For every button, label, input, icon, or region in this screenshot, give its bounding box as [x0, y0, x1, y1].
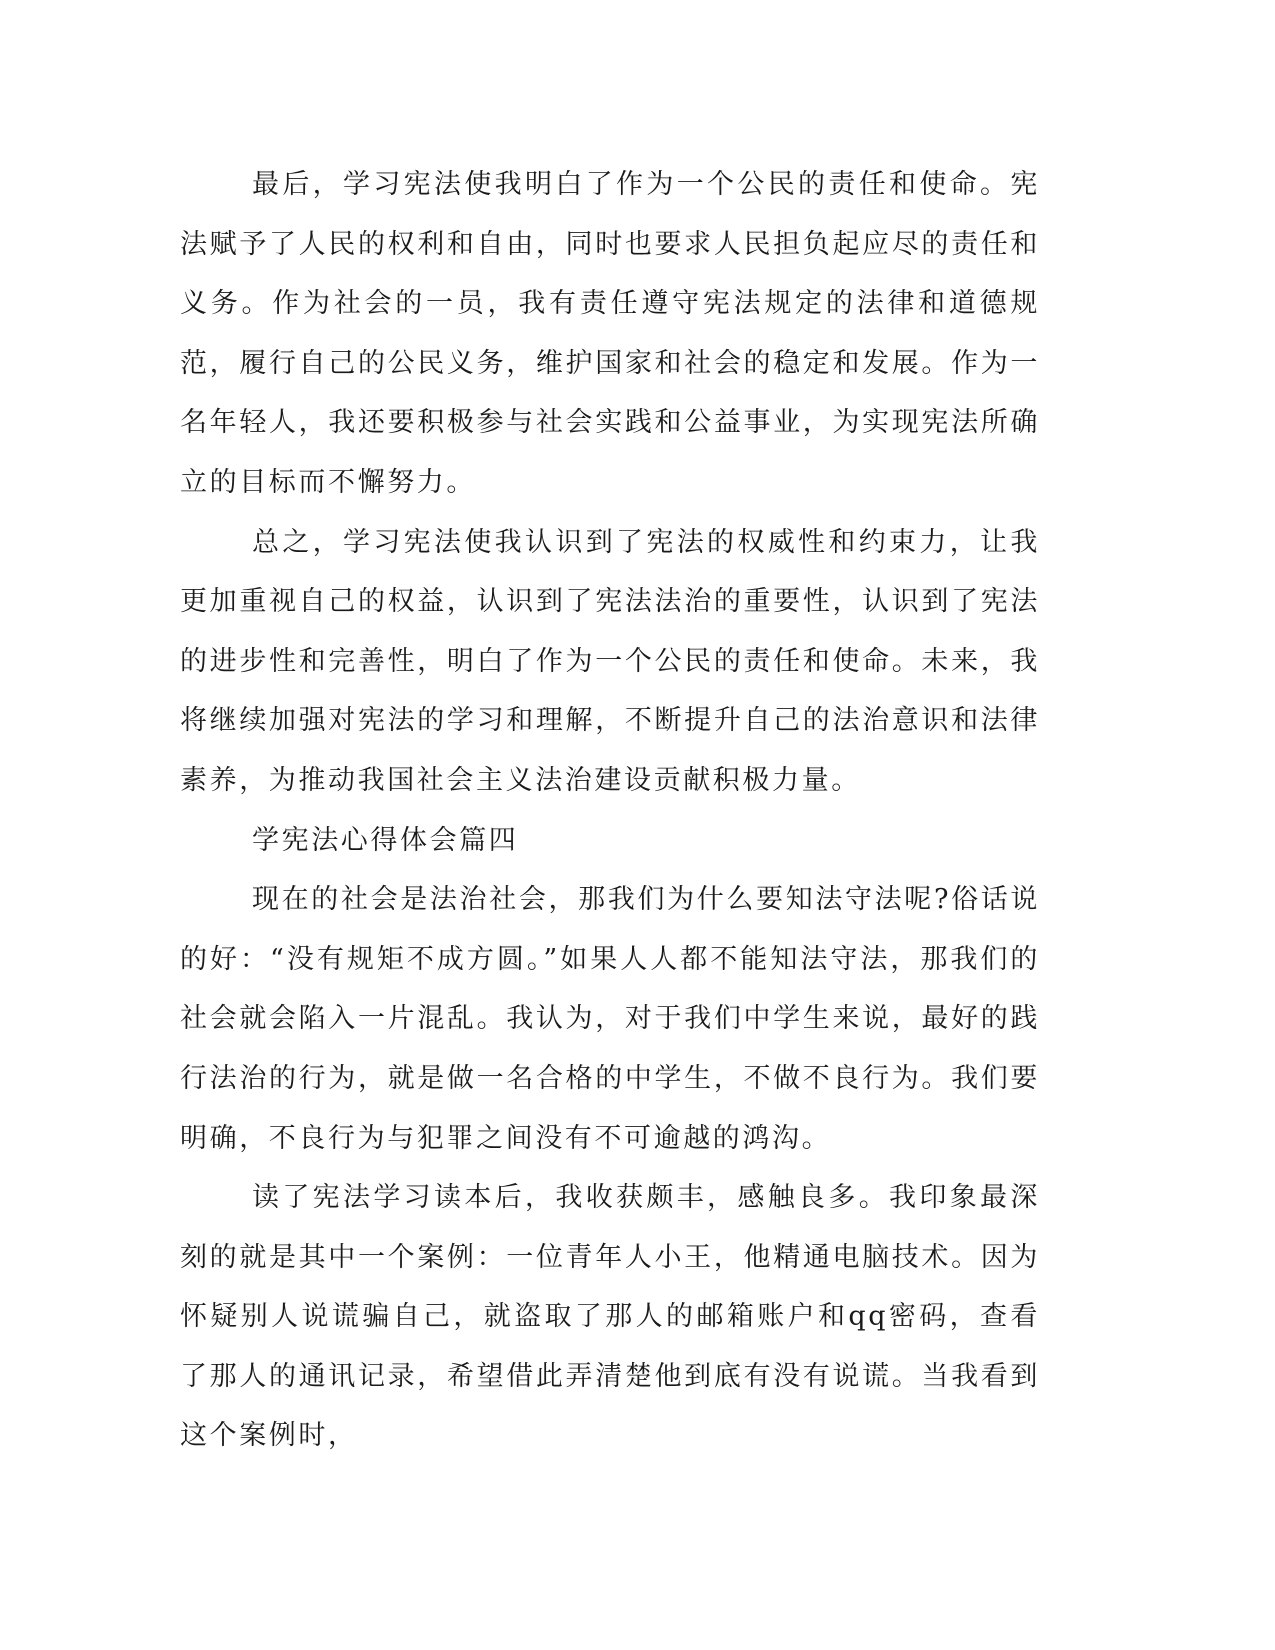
paragraph-summary: 总之，学习宪法使我认识到了宪法的权威性和约束力，让我更加重视自己的权益，认识到了宪法法治的重要性，认识到了宪法的进步性和完善性，明白了作为一个公民的责任和使命。未来，我将继续加强对宪法的学习和理解，不断提升自己的法治意识和法律素养，为推动我国社会主义法治建设贡献积极力量。	[180, 526, 1040, 796]
paragraph-case-study: 读了宪法学习读本后，我收获颇丰，感触良多。我印象最深刻的就是其中一个案例：一位青年人小王，他精通电脑技术。因为怀疑别人说谎骗自己，就盗取了那人的邮箱账户和qq密码，查看了那人的通讯记录，希望借此弄清楚他到底有没有说谎。当我看到这个案例时，	[180, 1182, 1040, 1452]
document-body	[180, 155, 1040, 1466]
paragraph-responsibility: 最后，学习宪法使我明白了作为一个公民的责任和使命。宪法赋予了人民的权利和自由，同时也要求人民担负起应尽的责任和义务。作为社会的一员，我有责任遵守宪法规定的法律和道德规范，履行自己的公民义务，维护国家和社会的稳定和发展。作为一名年轻人，我还要积极参与社会实践和公益事业，为实现宪法所确立的目标而不懈努力。	[180, 169, 1040, 498]
paragraph-rule-of-law: 现在的社会是法治社会，那我们为什么要知法守法呢?俗话说的好：“没有规矩不成方圆。”如果人人都不能知法守法，那我们的社会就会陷入一片混乱。我认为，对于我们中学生来说，最好的践行法治的行为，就是做一名合格的中学生，不做不良行为。我们要明确，不良行为与犯罪之间没有不可逾越的鸿沟。	[180, 884, 1040, 1154]
section-heading: 学宪法心得体会篇四	[252, 824, 519, 856]
